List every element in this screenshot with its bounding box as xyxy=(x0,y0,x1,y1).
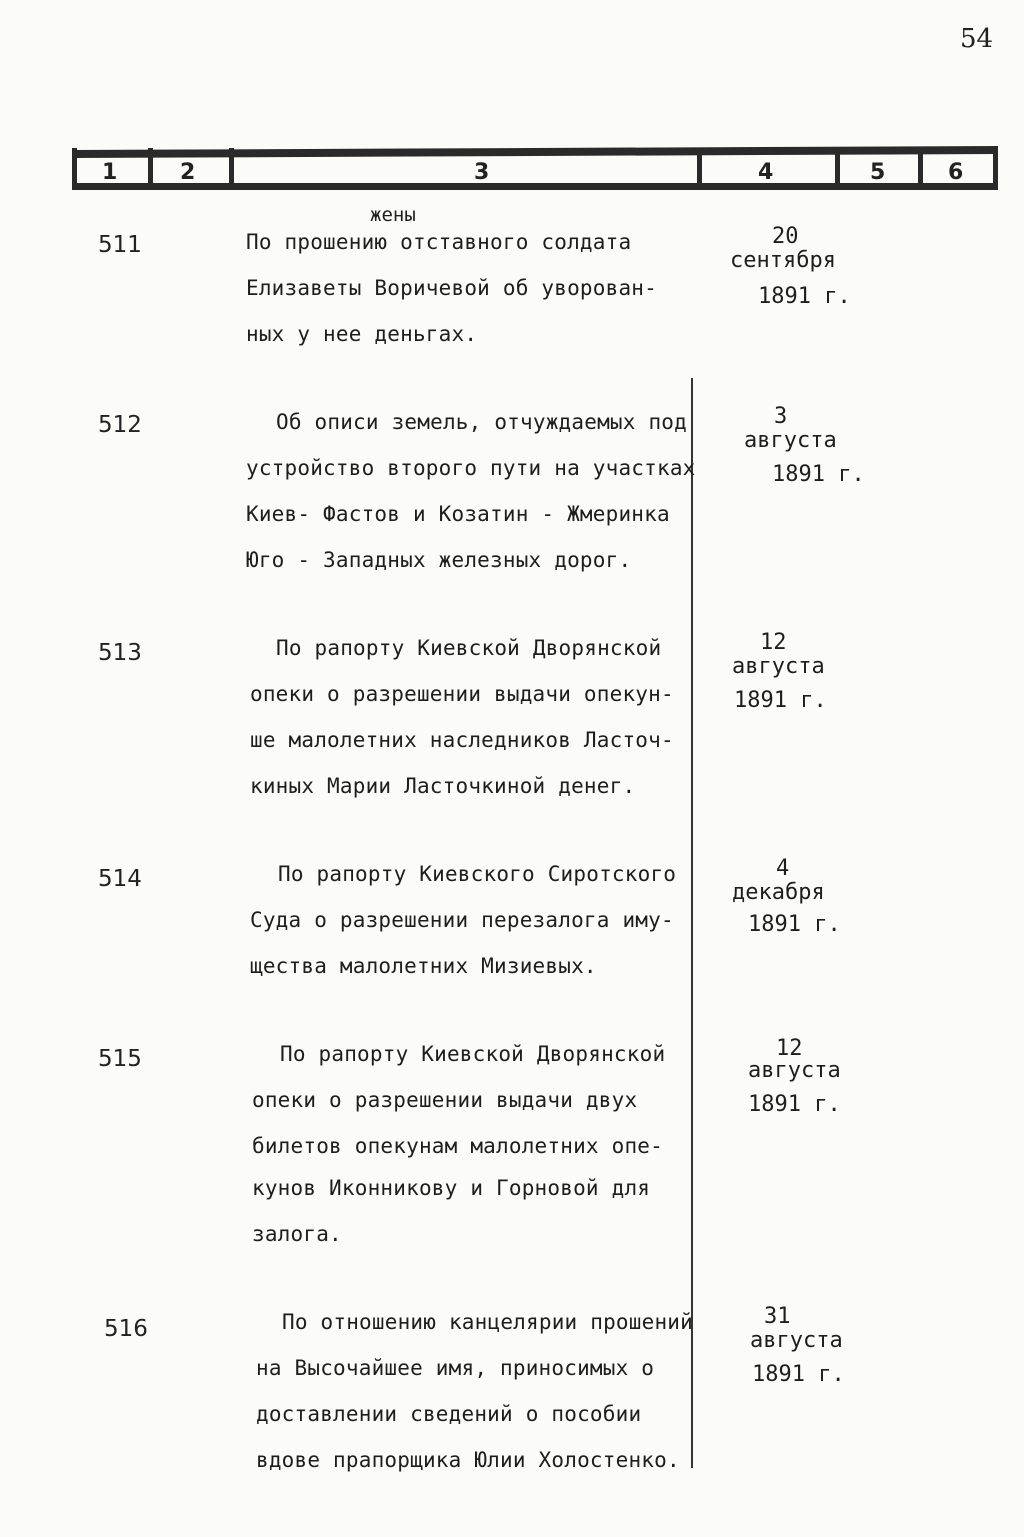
entry-text-line: на Высочайшее имя, приносимых о xyxy=(256,1356,655,1380)
column-header-5: 5 xyxy=(870,160,886,185)
entry-text-line: щества малолетних Мизиевых. xyxy=(250,954,597,978)
entry-date-month: сентября xyxy=(730,248,836,273)
entry-text-line: По рапорту Киевской Дворянской xyxy=(276,636,662,660)
entry-date-day: 20 xyxy=(772,224,799,249)
header-divider xyxy=(697,148,702,190)
column-header-band xyxy=(72,148,998,192)
margin-line xyxy=(691,378,693,1468)
column-header-4: 4 xyxy=(758,160,774,185)
entry-text-line: ше малолетних наследников Ласточ- xyxy=(250,728,674,752)
entry-text-line: билетов опекунам малолетних опе- xyxy=(252,1134,663,1158)
entry-date-year: 1891 г. xyxy=(752,1362,845,1387)
entry-text-line: По прошению отставного солдата xyxy=(246,230,632,254)
entry-date-day: 4 xyxy=(776,856,790,881)
entry-date-day: 31 xyxy=(764,1304,791,1329)
entry-date-year: 1891 г. xyxy=(734,688,827,713)
entry-date-year: 1891 г. xyxy=(748,912,841,937)
entry-text-line: По рапорту Киевского Сиротского xyxy=(278,862,677,886)
header-divider xyxy=(835,148,840,190)
entry-text-line: киных Марии Ласточкиной денег. xyxy=(250,774,636,798)
entry-date-day: 12 xyxy=(776,1036,803,1061)
header-divider xyxy=(72,148,77,190)
interlinear-insertion: жены xyxy=(370,204,416,226)
entry-number: 511 xyxy=(98,232,142,258)
entry-text-line: опеки о разрешении выдачи опекун- xyxy=(250,682,674,706)
entry-date-day: 12 xyxy=(760,630,787,655)
entry-number: 512 xyxy=(98,412,142,438)
entry-text-line: вдове прапорщика Юлии Холостенко. xyxy=(256,1448,680,1472)
column-header-2: 2 xyxy=(180,160,196,185)
entry-date-month: декабря xyxy=(732,880,825,905)
entry-text-line: кунов Иконникову и Горновой для xyxy=(252,1176,651,1200)
entry-text-line: Суда о разрешении перезалога иму- xyxy=(250,908,674,932)
entry-text-line: Юго - Западных железных дорог. xyxy=(246,548,632,572)
header-divider xyxy=(918,148,923,190)
entry-date-day: 3 xyxy=(774,404,788,429)
entry-number: 515 xyxy=(98,1046,142,1072)
column-header-3: 3 xyxy=(474,160,490,185)
entry-number: 513 xyxy=(98,640,142,666)
entry-date-year: 1891 г. xyxy=(748,1092,841,1117)
column-header-6: 6 xyxy=(948,160,964,185)
entry-number: 516 xyxy=(104,1316,148,1342)
entry-text-line: Об описи земель, отчуждаемых под xyxy=(276,410,687,434)
header-rule-top xyxy=(72,146,998,158)
page-number: 54 xyxy=(960,24,994,54)
entry-text-line: ных у нее деньгах. xyxy=(246,322,478,346)
entry-text-line: устройство второго пути на участках xyxy=(246,456,696,480)
entry-number: 514 xyxy=(98,866,142,892)
header-divider xyxy=(993,148,998,190)
entry-text-line: доставлении сведений о пособии xyxy=(256,1402,642,1426)
entry-text-line: По отношению канцелярии прошений xyxy=(282,1310,693,1334)
entry-text-line: По рапорту Киевской Дворянской xyxy=(280,1042,666,1066)
entry-text-line: Киев- Фастов и Козатин - Жмеринка xyxy=(246,502,670,526)
header-divider xyxy=(148,148,153,190)
entry-date-month: августа xyxy=(732,654,825,679)
entry-text-line: залога. xyxy=(252,1222,342,1246)
entry-date-year: 1891 г. xyxy=(758,284,851,309)
entry-text-line: Елизаветы Вoричевой об уворован- xyxy=(246,276,657,300)
header-divider xyxy=(229,148,234,190)
header-rule-bottom xyxy=(72,183,998,190)
entry-date-month: августа xyxy=(750,1328,843,1353)
column-header-1: 1 xyxy=(102,160,118,185)
entry-date-year: 1891 г. xyxy=(772,462,865,487)
entry-text-line: опеки о разрешении выдачи двух xyxy=(252,1088,638,1112)
entry-date-month: августа xyxy=(748,1058,841,1083)
entry-date-month: августа xyxy=(744,428,837,453)
